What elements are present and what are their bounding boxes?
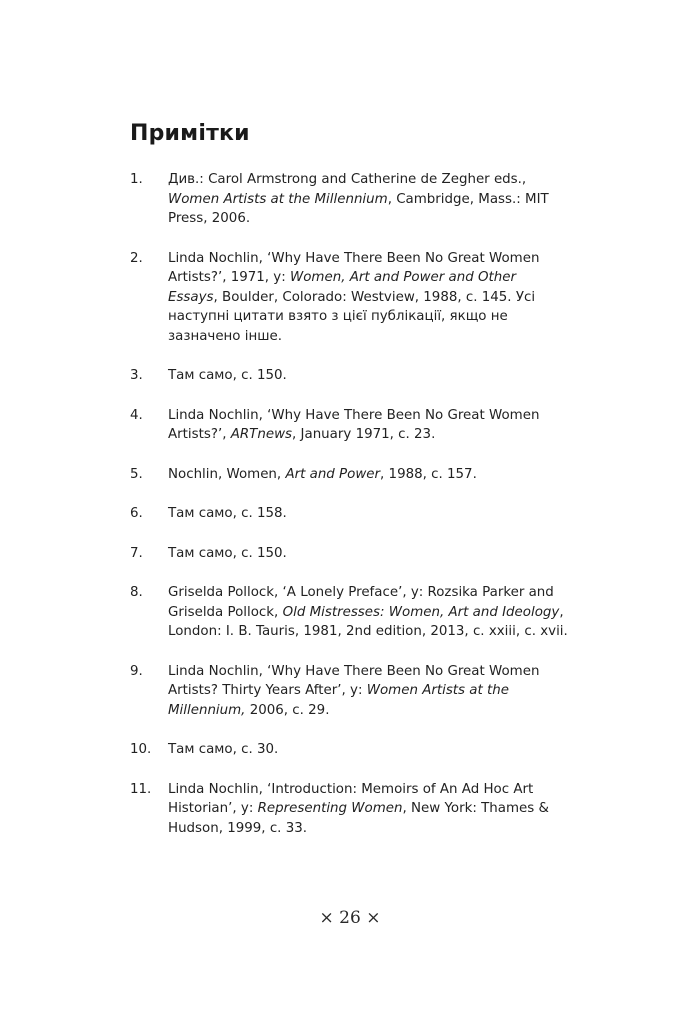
note-text xyxy=(168,780,570,839)
note-item xyxy=(130,504,570,524)
note-text-segment: Linda Nochlin, ‘Why Have There Been No Great Women Artists?’, xyxy=(168,407,540,442)
note-title-italic: ARTnews xyxy=(230,427,293,442)
note-text-segment: Там само, с. 30. xyxy=(168,742,279,757)
note-number: 2. xyxy=(130,250,143,266)
note-text xyxy=(168,740,570,760)
note-number: 5. xyxy=(130,466,143,482)
note-text-segment: , 1988, с. 157. xyxy=(380,466,477,482)
note-text xyxy=(168,544,570,564)
note-item xyxy=(130,740,570,760)
note-item xyxy=(130,465,570,485)
note-title-italic: Women Artists at the Millennium xyxy=(168,191,388,207)
note-number: 9. xyxy=(130,663,143,679)
note-text-segment: Linda Nochlin, ‘Why Have There Been No Great Women Artists?’, 1971, у: xyxy=(168,250,540,285)
note-text-segment: Linda Nochlin, ‘Introduction: Memoirs of An Ad Hoc Art Historian’, у: xyxy=(168,781,534,816)
note-item xyxy=(130,249,570,347)
note-text-segment: Там само, с. 158. xyxy=(168,506,287,521)
note-title-italic: Women, Art and Power and Other Essays xyxy=(168,270,517,305)
note-title-italic: Women Artists at the Millennium, xyxy=(168,683,509,718)
note-number: 7. xyxy=(130,545,143,561)
note-number: 10. xyxy=(130,742,152,757)
note-text xyxy=(168,662,570,721)
note-item xyxy=(130,583,570,642)
note-title-italic: Old Mistresses: Women, Art and Ideology xyxy=(282,604,560,620)
note-item xyxy=(130,780,570,839)
note-item xyxy=(130,662,570,721)
note-text-segment: , January 1971, с. 23. xyxy=(292,427,436,442)
note-text xyxy=(168,465,570,485)
note-text-segment: Див.: Carol Armstrong and Catherine de Zegher eds., xyxy=(168,172,527,187)
note-text-segment: , London: I. B. Tauris, 1981, 2nd edition, 2013, с. xxiii, с. xvii. xyxy=(168,604,568,639)
note-text-segment: Griselda Pollock, ‘A Lonely Preface’, у: Rozsika Parker and Griselda Pollock, xyxy=(168,585,554,620)
note-text xyxy=(168,366,570,386)
note-text-segment: Там само, с. 150. xyxy=(168,545,287,561)
note-text-segment: Linda Nochlin, ‘Why Have There Been No Great Women Artists? Thirty Years After’, у: xyxy=(168,663,540,698)
note-title-italic: Representing Women xyxy=(257,801,403,816)
note-text xyxy=(168,170,570,229)
note-item xyxy=(130,170,570,229)
page-title: Примітки xyxy=(130,121,250,146)
note-text-segment: , Boulder, Colorado: Westview, 1988, с. 145. Усі наступні цитати взято з цієї публікації, якщо не зазначено інше. xyxy=(168,289,536,344)
note-text-segment: Там само, с. 150. xyxy=(168,368,287,383)
note-title-italic: Art and Power xyxy=(285,466,381,482)
note-text-segment: 2006, с. 29. xyxy=(245,702,330,718)
note-item xyxy=(130,544,570,564)
note-number: 4. xyxy=(130,407,143,423)
note-text-segment: Nochlin, Women, xyxy=(168,466,286,482)
note-number: 8. xyxy=(130,585,143,600)
note-text-segment: , New York: Thames & Hudson, 1999, с. 33. xyxy=(168,801,549,836)
note-text xyxy=(168,504,570,524)
note-number: 6. xyxy=(130,506,143,521)
note-number: 1. xyxy=(130,172,143,187)
notes-list xyxy=(130,170,570,858)
note-number: 3. xyxy=(130,368,143,383)
note-item xyxy=(130,406,570,445)
note-text-segment: , Cambridge, Mass.: MIT Press, 2006. xyxy=(168,191,549,226)
note-text xyxy=(168,583,570,642)
note-item xyxy=(130,366,570,386)
page-number: × 26 × xyxy=(319,908,381,928)
note-number: 11. xyxy=(130,781,152,797)
note-text xyxy=(168,406,570,445)
note-text xyxy=(168,249,570,347)
